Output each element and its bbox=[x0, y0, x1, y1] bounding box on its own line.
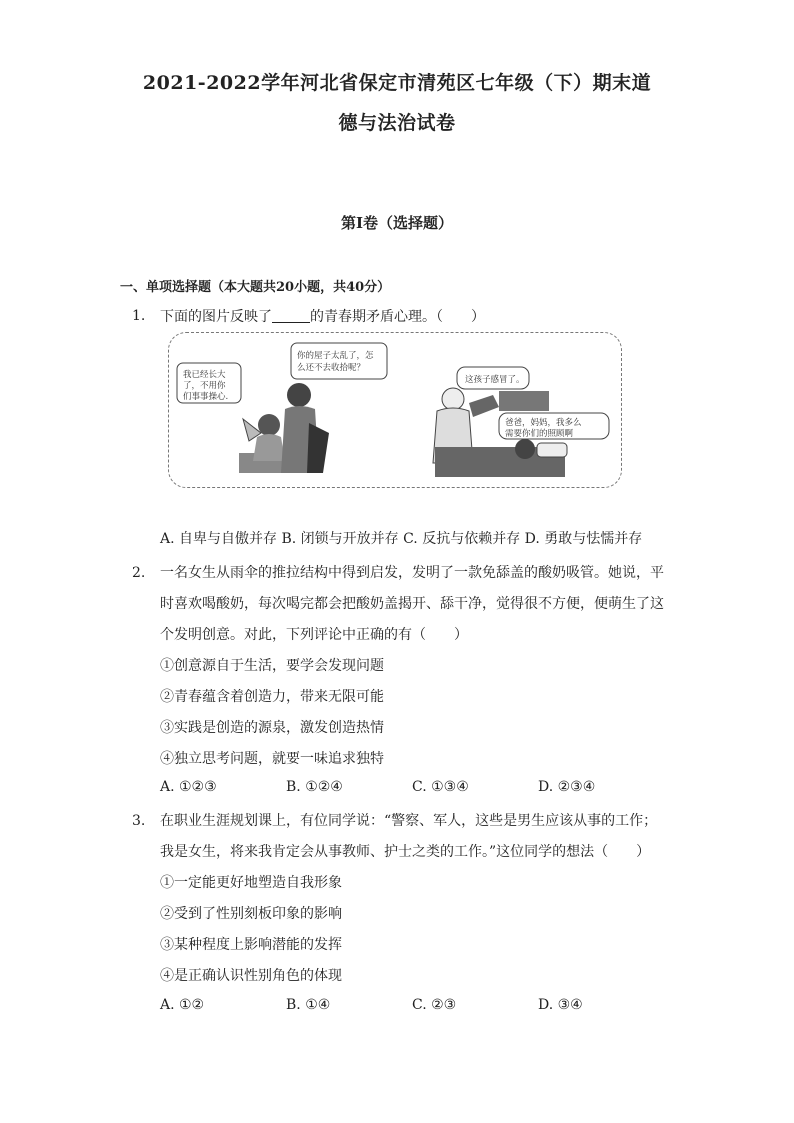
girl-body bbox=[253, 434, 285, 461]
bubble-text: 们事事操心. bbox=[183, 392, 229, 402]
question-1-stem bbox=[160, 306, 485, 326]
question-2-line: 一名女生从雨伞的推拉结构中得到启发，发明了一款免舔盖的酸奶吸管。她说，平 bbox=[160, 565, 664, 581]
question-2-line: 时喜欢喝酸奶，每次喝完都会把酸奶盖揭开、舔干净，觉得很不方便，便萌生了这 bbox=[160, 596, 664, 612]
exam-title-line-2: 德与法治试卷 bbox=[338, 112, 456, 134]
question-1-options: A. 自卑与自傲并存 B. 闭锁与开放并存 C. 反抗与依赖并存 D. 勇敢与怯懦并存 bbox=[160, 531, 643, 547]
question-3-statement: ②受到了性别刻板印象的影响 bbox=[160, 906, 342, 922]
cartoon-figure bbox=[168, 332, 622, 488]
bubble-text: 么还不去收拾呢？ bbox=[297, 363, 366, 373]
wall-frame bbox=[499, 391, 549, 411]
cartoon-illustration bbox=[169, 333, 623, 489]
question-2-option-b: B. ①②④ bbox=[286, 779, 343, 795]
question-2-statement: ①创意源自于生活，要学会发现问题 bbox=[160, 658, 384, 674]
question-2-option-d: D. ②③④ bbox=[538, 779, 596, 795]
question-3-option-d: D. ③④ bbox=[538, 997, 583, 1013]
question-2-statement: ②青春蕴含着创造力，带来无限可能 bbox=[160, 689, 384, 705]
section-heading: 一、单项选择题（本大题共20小题，共40分） bbox=[120, 280, 391, 295]
section-title: 第I卷（选择题） bbox=[340, 214, 454, 232]
mother-clothes bbox=[307, 423, 329, 473]
bubble-text: 爸爸，妈妈，我多么 bbox=[505, 418, 582, 428]
question-3-option-c: C. ②③ bbox=[412, 997, 457, 1013]
question-2-line: 个发明创意。对此，下列评论中正确的有（ ） bbox=[160, 627, 468, 643]
question-2-statement: ④独立思考问题，就要一味追求独特 bbox=[160, 751, 384, 767]
question-3-statement: ①一定能更好地塑造自我形象 bbox=[160, 875, 342, 891]
question-3-option-a: A. ①② bbox=[160, 997, 205, 1013]
question-3-statement: ③某种程度上影响潜能的发挥 bbox=[160, 937, 342, 953]
question-3-number: 3. bbox=[132, 813, 146, 829]
pillow bbox=[537, 443, 567, 457]
bubble-text: 你的屋子太乱了，怎 bbox=[297, 351, 374, 361]
question-1-stem-b: 的青春期矛盾心理。（ ） bbox=[310, 309, 485, 325]
question-3-line: 在职业生涯规划课上，有位同学说：“警察、军人，这些是男生应该从事的工作； bbox=[160, 813, 658, 829]
question-3-statement: ④是正确认识性别角色的体现 bbox=[160, 968, 342, 984]
question-2-statement: ③实践是创造的源泉，激发创造热情 bbox=[160, 720, 384, 736]
doctor-head bbox=[442, 388, 464, 410]
question-2-option-a: A. ①②③ bbox=[160, 779, 217, 795]
question-1-stem-a: 下面的图片反映了 bbox=[160, 309, 272, 325]
bubble-text: 需要你们的照顾啊 bbox=[505, 429, 574, 439]
question-2-option-c: C. ①③④ bbox=[412, 779, 469, 795]
child-head bbox=[515, 439, 535, 459]
bubble-text: 这孩子感冒了。 bbox=[465, 375, 525, 385]
question-1-number: 1. bbox=[132, 308, 146, 324]
parent-figure bbox=[469, 395, 499, 417]
mother-head bbox=[287, 383, 311, 407]
answer-blank bbox=[272, 308, 310, 323]
question-3-line: 我是女生，将来我肯定会从事教师、护士之类的工作。”这位同学的想法（ ） bbox=[160, 844, 651, 860]
bubble-text: 了，不用你 bbox=[183, 381, 226, 391]
question-3-option-b: B. ①④ bbox=[286, 997, 331, 1013]
bubble-text: 我已经长大 bbox=[183, 370, 226, 380]
question-2-number: 2. bbox=[132, 565, 146, 581]
exam-title-line-1: 2021-2022学年河北省保定市清苑区七年级（下）期末道 bbox=[142, 72, 652, 94]
mother-speech-bubble bbox=[291, 343, 387, 379]
